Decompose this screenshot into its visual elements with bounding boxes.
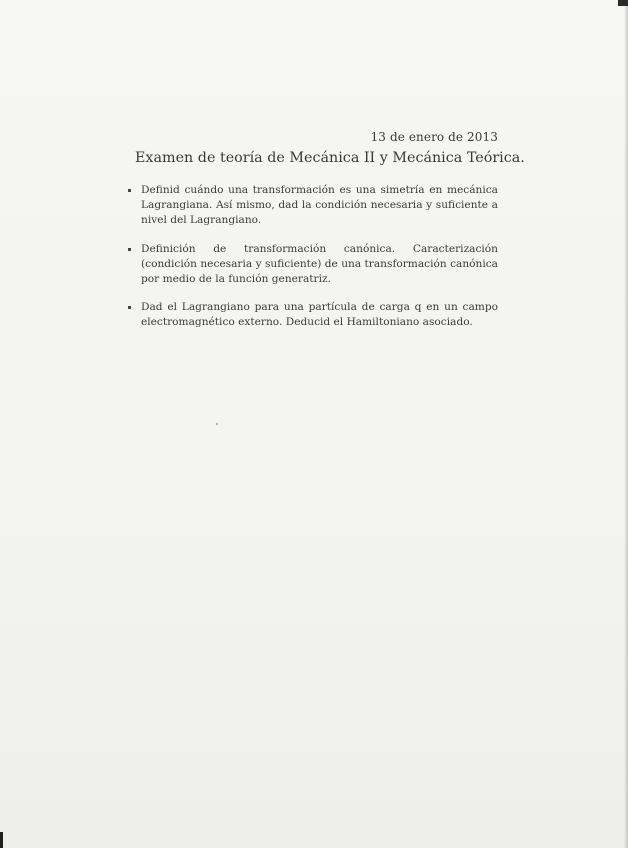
page-edge-shadow <box>624 0 628 848</box>
question-item <box>128 183 498 229</box>
question-text: Definid cuándo una transformación es una simetría en mecánica Lagrangiana. Así mismo, dad la condición necesaria y suficiente a nivel del Lagrangiano. <box>141 184 498 227</box>
question-text: Definición de transformación canónica. Caracterización (condición necesaria y suficiente) de una transformación canónica por medio de la función generatriz. <box>141 242 498 286</box>
bullet-icon <box>128 306 131 309</box>
scan-corner-mark <box>618 0 628 6</box>
question-item <box>128 300 498 330</box>
exam-title: Examen de teoría de Mecánica II y Mecánica Teórica. <box>135 150 525 166</box>
exam-date: 13 de enero de 2013 <box>370 130 498 144</box>
scan-speck <box>216 423 218 425</box>
question-item <box>128 242 498 288</box>
scan-edge-mark <box>0 832 3 848</box>
bullet-icon <box>128 189 131 192</box>
bullet-icon <box>128 248 131 251</box>
question-text: Dad el Lagrangiano para una partícula de carga q en un campo electromagnético externo. Deducid el Hamiltoniano asociado. <box>141 301 498 329</box>
question-list <box>128 183 498 344</box>
